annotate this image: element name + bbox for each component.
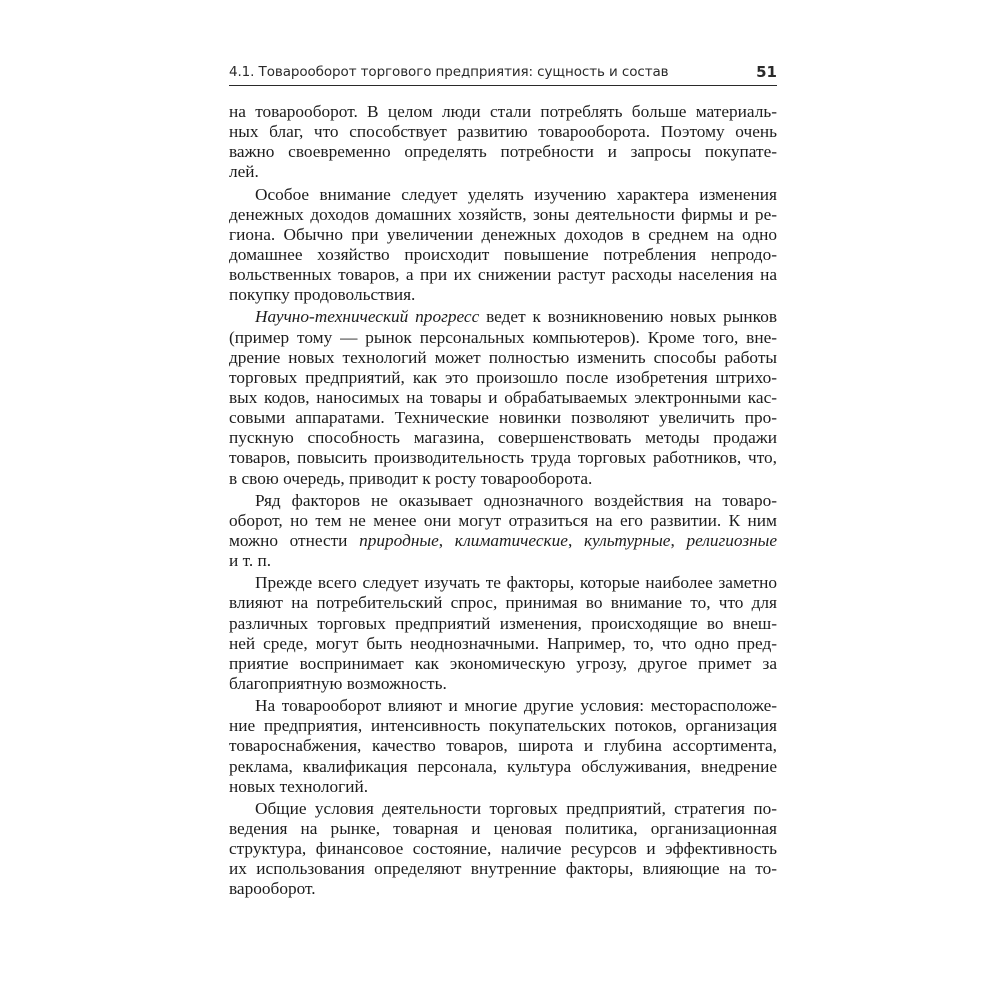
text-line: благоприятную возможность. [229, 673, 447, 693]
text-line [229, 531, 777, 551]
text-line: ние предприятия, интенсивность покупательских потоков, организация [229, 716, 777, 736]
text-line: гиона. Обычно при увеличении денежных доходов в среднем на одно [229, 224, 777, 244]
text-fragment: , [567, 530, 584, 550]
text-line: вольственных товаров, а при их снижении растут расходы населения на [229, 265, 777, 285]
text-line: На товарооборот влияют и многие другие условия: месторасположе- [255, 696, 777, 716]
text-line: влияют на потребительский спрос, принимая во внимание то, что для [229, 593, 777, 613]
text-line: реклама, квалификация персонала, культура обслуживания, внедрение [229, 756, 777, 776]
italic-term: климатические [454, 530, 568, 550]
text-line: оборот, но тем не менее они могут отразиться на его развитии. К ним [229, 510, 777, 530]
text-line: дрение новых технологий может полностью изменить способы работы [229, 347, 777, 367]
italic-term: природные [359, 530, 439, 550]
text-line: и т. п. [229, 551, 272, 571]
text-line [229, 307, 777, 327]
text-line: структура, финансовое состояние, наличие ресурсов и эффективность [229, 839, 777, 859]
italic-term: религиозные [686, 530, 778, 550]
text-line: приятие воспринимает как экономическую угрозу, другое примет за [229, 653, 777, 673]
text-fragment: можно отнести [229, 530, 360, 550]
text-fragment: ведет к возникновению новых рынков [479, 307, 777, 327]
text-line: в свою очередь, приводит к росту товарооборота. [229, 468, 593, 488]
text-line: Ряд факторов не оказывает однозначного воздействия на товаро- [255, 490, 777, 510]
running-header [229, 63, 777, 86]
text-line: Прежде всего следует изучать те факторы, которые наиболее заметно [255, 573, 777, 593]
italic-term: Научно-технический прогресс [255, 307, 480, 327]
text-line: их использования определяют внутренние факторы, влияющие на то- [229, 859, 777, 879]
text-line: совыми аппаратами. Технические новинки позволяют увеличить про- [229, 408, 777, 428]
text-line: различных торговых предприятий изменения, происходящие во внеш- [229, 613, 777, 633]
text-line: лей. [229, 162, 259, 182]
paragraph [229, 491, 777, 572]
text-line: товароснабжения, качество товаров, широта и глубина ассортимента, [229, 736, 777, 756]
text-line: торговых предприятий, как это произошло после изобретения штрихо- [229, 367, 777, 387]
text-line: денежных доходов домашних хозяйств, зоны деятельности фирмы и ре- [229, 204, 777, 224]
text-line: товаров, повысить производительность труда торговых работников, что, [229, 448, 777, 468]
paragraph [229, 799, 777, 900]
running-title: 4.1. Товарооборот торгового предприятия: сущность и состав [229, 64, 669, 80]
text-line: пускную способность магазина, совершенствовать методы продажи [229, 428, 777, 448]
text-line: важно своевременно определять потребности и запросы покупате- [229, 142, 777, 162]
paragraph [229, 696, 777, 797]
text-line: покупку продовольствия. [229, 285, 416, 305]
paragraph [229, 185, 777, 306]
text-line: на товарооборот. В целом люди стали потреблять больше материаль- [229, 102, 777, 121]
text-fragment: , [670, 530, 687, 550]
text-fragment: , [438, 530, 455, 550]
text-line: (пример тому — рынок персональных компьютеров). Кроме того, вне- [229, 327, 777, 347]
italic-term: культурные [583, 530, 671, 550]
paragraph [229, 102, 777, 183]
text-line: Особое внимание следует уделять изучению характера изменения [255, 184, 777, 204]
text-line: ведения на рынке, товарная и ценовая политика, организационная [229, 818, 777, 838]
text-line: новых технологий. [229, 776, 369, 796]
text-line: вых кодов, наносимых на товары и обрабатываемых электронными кас- [229, 387, 777, 407]
text-line: ных благ, что способствует развитию товарооборота. Поэтому очень [229, 122, 777, 142]
text-line: варооборот. [229, 879, 316, 899]
text-line: домашнее хозяйство происходит повышение потребления непродо- [229, 244, 777, 264]
page-number: 51 [756, 63, 777, 81]
text-line: Общие условия деятельности торговых предприятий, стратегия по- [255, 798, 777, 818]
text-line: ней среде, могут быть неоднозначными. Например, то, что одно пред- [229, 633, 777, 653]
paragraph [229, 573, 777, 694]
paragraph [229, 307, 777, 488]
body-text [229, 102, 777, 899]
